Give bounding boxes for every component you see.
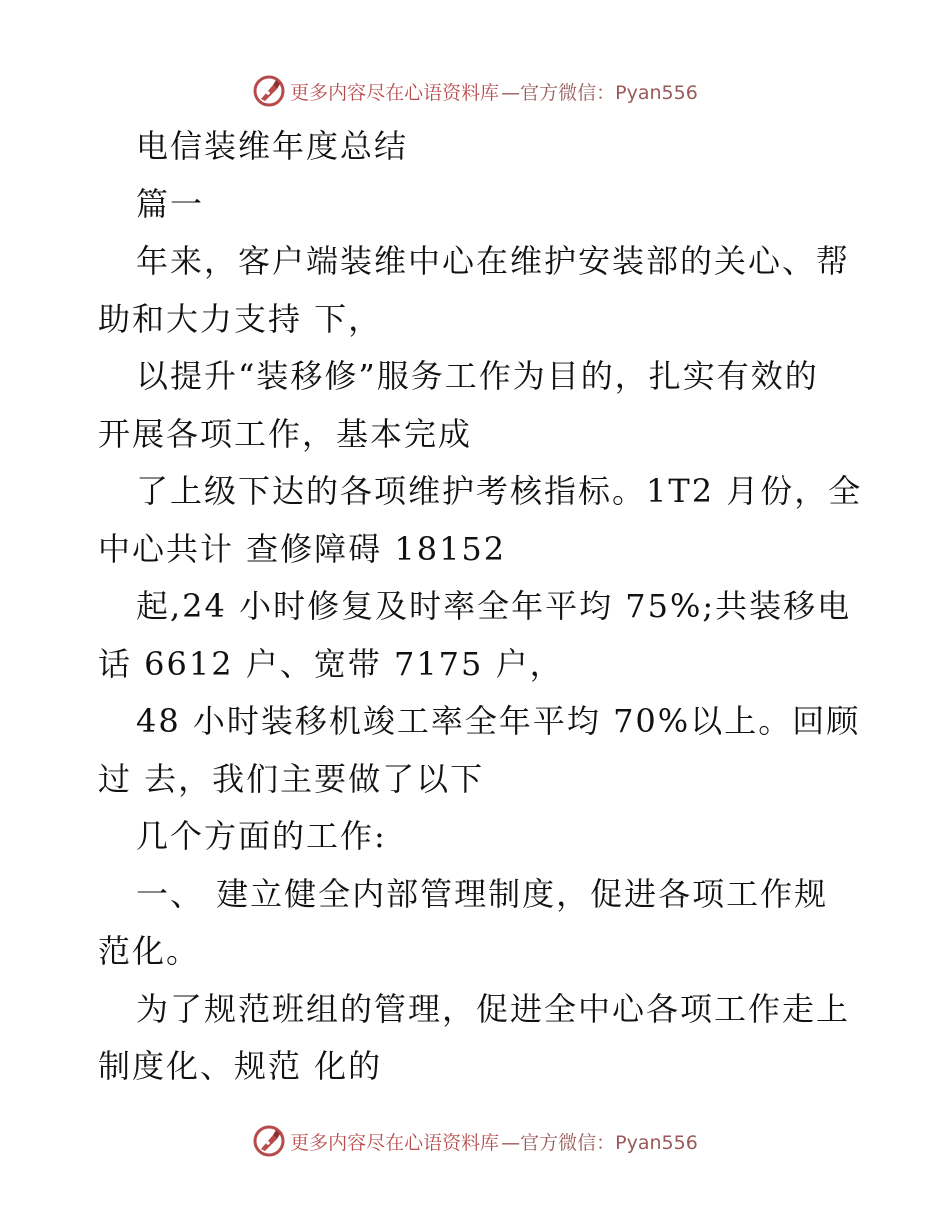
paragraph-line: 几个方面的工作: bbox=[136, 817, 387, 855]
paragraph-line: 制度化、规范 化的 bbox=[98, 1047, 383, 1085]
watermark-official-text: —官方微信：Pyan556 bbox=[501, 81, 698, 104]
section-label: 篇一 bbox=[136, 184, 205, 223]
footer-watermark-banner bbox=[0, 1121, 950, 1161]
paragraph-line: 过 去，我们主要做了以下 bbox=[98, 759, 485, 798]
paragraph-line: 以提升“装移修”服务工作为目的，扎实有效的 bbox=[136, 357, 819, 395]
paragraph-line: 话 6612 户、宽带 7175 户， bbox=[98, 644, 564, 683]
pen-nib-logo-icon bbox=[252, 1124, 286, 1158]
document-title: 电信装维年度总结 bbox=[136, 127, 409, 165]
paragraph-line: 了上级下达的各项维护考核指标。1T2 月份，全 bbox=[136, 472, 863, 510]
paragraph-line: 助和大力支持 下， bbox=[98, 299, 383, 338]
section-heading-line: 范化。 bbox=[98, 932, 201, 970]
pen-nib-logo-icon bbox=[252, 74, 286, 108]
paragraph-line: 起,24 小时修复及时率全年平均 75%;共装移电 bbox=[136, 587, 852, 625]
header-watermark-banner bbox=[0, 71, 950, 111]
document-body bbox=[98, 118, 868, 1096]
paragraph-line: 为了规范班组的管理，促进全中心各项工作走上 bbox=[136, 989, 851, 1028]
watermark-brand-text: 更多内容尽在心语资料库 bbox=[290, 1131, 500, 1154]
watermark-brand-text: 更多内容尽在心语资料库 bbox=[290, 81, 500, 104]
paragraph-line: 开展各项工作，基本完成 bbox=[98, 414, 473, 453]
section-heading-line: 一、 建立健全内部管理制度，促进各项工作规 bbox=[136, 874, 829, 913]
paragraph-line: 48 小时装移机竣工率全年平均 70%以上。回顾 bbox=[136, 702, 861, 740]
paragraph-line: 年来，客户端装维中心在维护安装部的关心、帮 bbox=[136, 242, 851, 280]
paragraph-line: 中心共计 查修障碍 18152 bbox=[98, 529, 507, 568]
watermark-official-text: —官方微信：Pyan556 bbox=[501, 1131, 698, 1154]
